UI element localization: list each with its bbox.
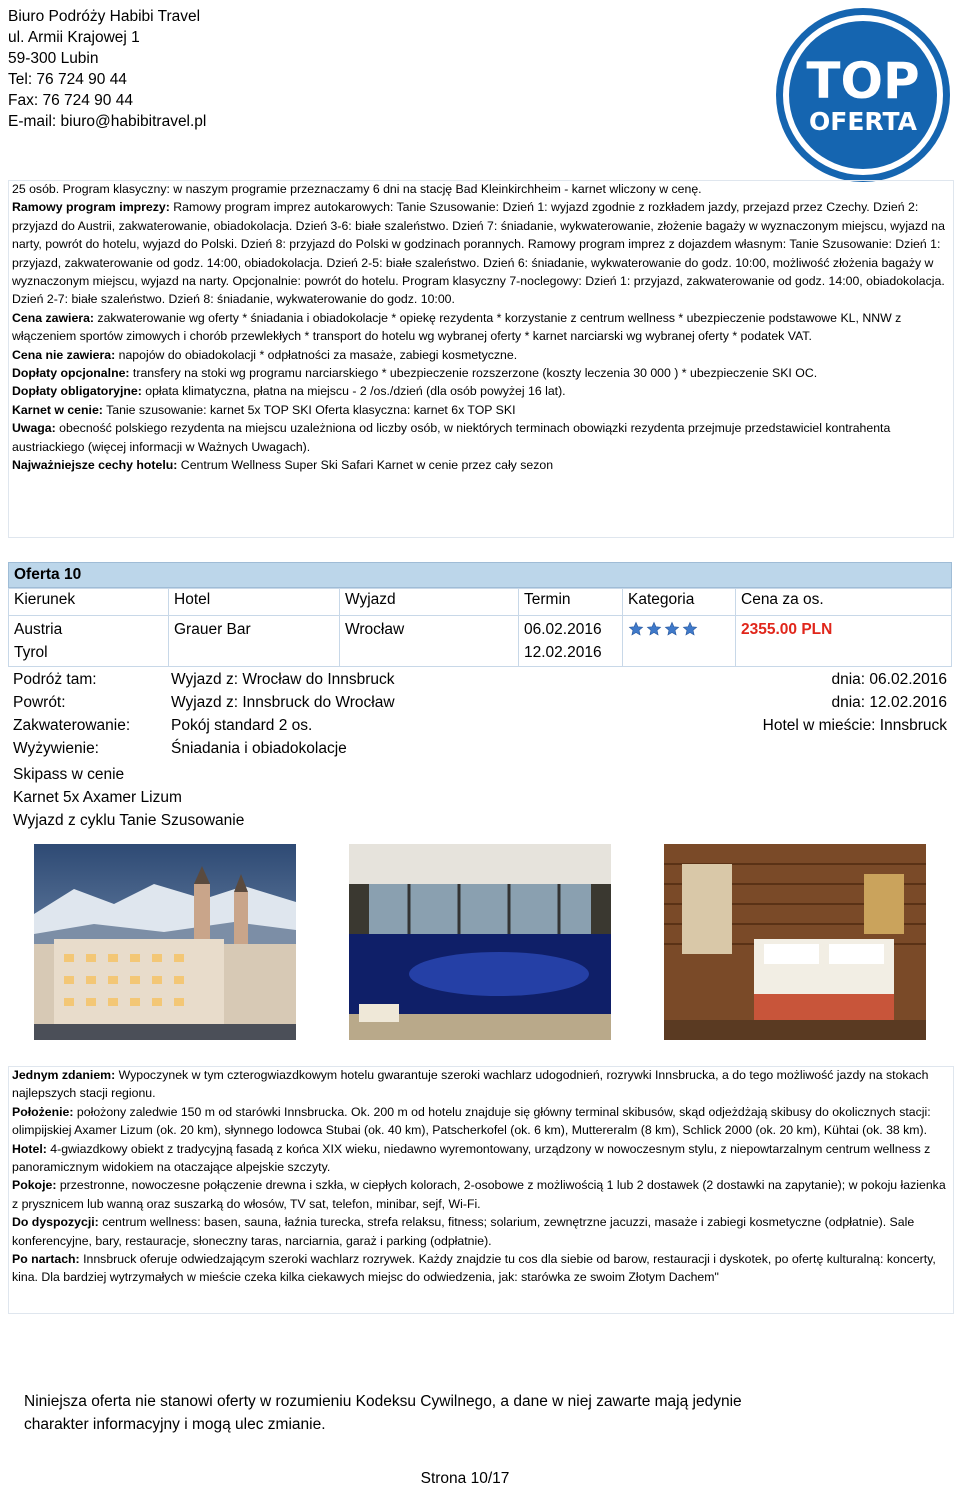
hotel-exterior-photo — [34, 844, 296, 1040]
col-hotel: Hotel — [169, 589, 340, 616]
star-icon — [664, 621, 680, 637]
star-rating — [628, 618, 730, 637]
date-from: 06.02.2016 — [524, 621, 602, 638]
ramowy-text: Ramowy program imprez autokarowych: Tanie Szusowanie: Dzień 1: wyjazd zgodnie z rozkładem jazdy, przejazd przez Czechy. Dzień 2: przyjazd do Austrii, zakwaterowanie, obiadokolacja. Dzień 3-6: białe szaleństwo. Dzień 7: śniadanie, wykwaterowanie, złożenie bagaży w wyznaczonym miejscu, wyjazd na narty, powrót do hotelu, wyjazd do Polski. Dzień 8: przyjazd do Polski w godzinach porannych. Ramowy program imprez z dojazdem własnym: Tanie Szusowanie: Dzień 1: przyjazd, zakwaterowanie od godz. 14:00, obiadokolacja. Dzień 2-5: białe szaleństwo. Dzień 6: śniadanie, wykwaterowanie do godz. 10:00, możliwość złożenia bagaży w wyznaczonym miejscu, wyjazd na narty. Opcjonalnie: powrót do hotelu. Program klasyczny 7-noclegowy: Dzień 1: przyjazd, zakwaterowanie od godz. 14:00, obiadokolacja. Dzień 2-7: białe szaleństwo. Dzień 8: śniadanie, wykwaterowanie do godz. 10:00. — [12, 200, 945, 307]
cell-hotel: Grauer Bar — [169, 616, 340, 667]
star-icon — [628, 621, 644, 637]
jednym-label: Jednym zdaniem: — [12, 1068, 116, 1082]
powrot-value: Wyjazd z: Innsbruck do Wrocław — [171, 694, 395, 711]
country: Austria — [14, 621, 63, 638]
hotel-label: Hotel: — [12, 1141, 47, 1156]
agency-tel: Tel: 76 724 90 44 — [8, 71, 127, 88]
agency-city: 59-300 Lubin — [8, 50, 99, 67]
offer-table-header — [9, 589, 952, 616]
karnet-text: Tanie szusowanie: karnet 5x TOP SKI Oferta klasyczna: karnet 6x TOP SKI — [102, 402, 516, 417]
cena-zawiera-label: Cena zawiera: — [12, 310, 95, 325]
cell-dates — [519, 616, 623, 667]
badge-line1: TOP — [806, 52, 920, 110]
top-oferta-badge-icon — [774, 6, 952, 184]
trip-row-wyz — [13, 737, 947, 760]
offer-title: Oferta 10 — [14, 566, 82, 583]
ponartach-label: Po nartach: — [12, 1252, 80, 1267]
agency-fax: Fax: 76 724 90 44 — [8, 92, 133, 109]
agency-name: Biuro Podróży Habibi Travel — [8, 8, 201, 25]
tam-value: Wyjazd z: Wrocław do Innsbruck — [171, 671, 395, 688]
doplaty-opc-label: Dopłaty opcjonalne: — [12, 366, 130, 381]
price: 2355.00 PLN — [741, 621, 833, 638]
jednym-text: Wypoczynek w tym czterogwiazdkowym hotelu gwarantuje szeroki wachlarz udogodnień, rozrywki Innsbrucka, a do tego możliwość jazdy na stokach najlepszych stacji regionu. — [12, 1068, 929, 1101]
powrot-label: Powrót: — [13, 694, 66, 711]
col-wyjazd: Wyjazd — [340, 589, 519, 616]
tam-label: Podróż tam: — [13, 671, 97, 688]
region: Tyrol — [14, 644, 48, 661]
zakw-value: Pokój standard 2 os. — [171, 717, 313, 734]
wyz-label: Wyżywienie: — [13, 740, 99, 757]
trip-row-tam — [13, 668, 947, 691]
uwaga-label: Uwaga: — [12, 421, 56, 436]
hotel-text: 4-gwiazdkowy obiekt z tradycyjną fasadą z końca XIX wieku, niedawno wyremontowany, urządzony w nowoczesnym stylu, z niepowtarzalnym centrum wellness z panoramicznym widokiem na otaczające alpejskie szczyty. — [12, 1141, 931, 1175]
dyspo-text: centrum wellness: basen, sauna, łaźnia turecka, strefa relaksu, fitness; solarium, zewnętrzne jacuzzi, masaże i zabiegi kosmetyczne (odpłatnie). Sale konferencyjne, bary, restauracje, słoneczny taras, narciarnia, garaż i parking (odpłatnie). — [12, 1215, 915, 1248]
trip-row-powrot — [13, 691, 947, 714]
ramowy-label: Ramowy program imprezy: — [12, 200, 170, 215]
agency-address — [8, 6, 206, 132]
cena-nie-text: napojów do obiadokolacji * odpłatności za masaże, zabiegi kosmetyczne. — [115, 347, 518, 362]
disclaimer: Niniejsza oferta nie stanowi oferty w rozumieniu Kodeksu Cywilnego, a dane w niej zawarte mają jedynie charakter informacyjny i mogą ulec zmianie. — [24, 1393, 742, 1433]
col-kategoria: Kategoria — [623, 589, 736, 616]
doplaty-opc-text: transfery na stoki wg programu narciarskiego * ubezpieczenie rozszerzone (koszty leczenia 30 000 ) * ubezpieczenie SKI OC. — [129, 366, 818, 381]
cell-departure: Wrocław — [340, 616, 519, 667]
tam-date: dnia: 06.02.2016 — [831, 671, 947, 688]
col-cena: Cena za os. — [736, 589, 952, 616]
offer-table — [8, 588, 952, 667]
cell-direction — [9, 616, 169, 667]
skipass-karnet: Karnet 5x Axamer Lizum — [13, 789, 182, 806]
star-icon — [646, 621, 662, 637]
ponartach-text: Innsbruck oferuje odwiedzającym szeroki wachlarz rozrywek. Każdy znajdzie tu cos dla siebie od barow, restauracji i dyskotek, po ofertę kulturalną: koncerty, kina. Dla bardziej wytrzymałych w mieście czeka kilka ciekawych miejsc do odwiedzenia, jak: starówka ze swoim Złotym Dachem" — [12, 1252, 936, 1285]
polozenie-label: Położenie: — [12, 1104, 74, 1119]
col-kierunek: Kierunek — [9, 589, 169, 616]
hotel-room-photo — [664, 844, 926, 1040]
skipass-cycle: Wyjazd z cyklu Tanie Szusowanie — [13, 812, 245, 829]
offer-table-row — [9, 616, 952, 667]
program-text — [12, 180, 946, 475]
zakw-right: Hotel w mieście: Innsbruck — [762, 717, 947, 734]
skipass-title: Skipass w cenie — [13, 766, 125, 783]
trip-details — [13, 668, 947, 760]
polozenie-text: położony zaledwie 150 m od starówki Innsbrucka. Ok. 200 m od hotelu znajduje się główny terminal skibusów, skąd odjeżdżają skibusy do okolicznych stacji: olimpijskiej Axamer Lizum (ok. 20 km), słynnego lodowca Stubai (ok. 40 km), Patscherkofel (ok. 6 km), Muttereralm (8 km), Schlick 2000 (ok. 20 km), Kühtai (ok. 38 km). — [12, 1104, 931, 1138]
cechy-text: Centrum Wellness Super Ski Safari Karnet w cenie przez cały sezon — [177, 458, 554, 473]
page-number: Strona 10/17 — [420, 1470, 510, 1487]
dyspo-label: Do dyspozycji: — [12, 1215, 99, 1230]
uwaga-text: obecność polskiego rezydenta na miejscu uzależniona od liczby osób, w niektórych terminach obowiązki rezydenta przejmuje przedstawiciel kontrahenta austriackiego (więcej informacji w Ważnych Uwagach). — [12, 421, 891, 454]
pokoje-label: Pokoje: — [12, 1178, 57, 1193]
hotel-description — [12, 1066, 946, 1287]
skipass-info — [13, 763, 244, 832]
powrot-date: dnia: 12.02.2016 — [831, 694, 947, 711]
doplaty-obl-label: Dopłaty obligatoryjne: — [12, 384, 142, 399]
wyz-value: Śniadania i obiadokolacje — [171, 740, 347, 757]
cell-category — [623, 616, 736, 667]
cechy-label: Najważniejsze cechy hotelu: — [12, 458, 178, 473]
badge-line2: OFERTA — [809, 107, 917, 136]
pokoje-text: przestronne, nowoczesne połączenie drewna i szkła, w ciepłych kolorach, 2-osobowe z możliwością 1 lub 2 dostawek (2 dostawki na zapytanie); w pokoju łazienka z prysznicem lub wanną oraz suszarką do włosów, TV sat, telefon, minibar, sejf, Wi-Fi. — [12, 1178, 946, 1211]
date-to: 12.02.2016 — [524, 644, 602, 661]
doplaty-obl-text: opłata klimatyczna, płatna na miejscu - 2 /os./dzień (dla osób powyżej 16 lat). — [141, 384, 566, 399]
offer-header — [8, 562, 952, 588]
col-termin: Termin — [519, 589, 623, 616]
hotel-pool-photo — [349, 844, 611, 1040]
trip-row-zakw — [13, 714, 947, 737]
star-icon — [682, 621, 698, 637]
cena-zawiera-text: zakwaterowanie wg oferty * śniadania i obiadokolacje * opiekę rezydenta * korzystanie z centrum wellness * ubezpieczenie podstawowe KL, NNW z włączeniem sportów zimowych i chorób przewlekłych * transport do hotelu wg wybranej oferty * karnet narciarski wg wybranej oferty * podatek VAT. — [12, 310, 902, 344]
cell-price — [736, 616, 952, 667]
zakw-label: Zakwaterowanie: — [13, 717, 131, 734]
agency-street: ul. Armii Krajowej 1 — [8, 29, 140, 46]
cena-nie-label: Cena nie zawiera: — [12, 347, 116, 362]
karnet-label: Karnet w cenie: — [12, 402, 103, 417]
program-intro: 25 osób. Program klasyczny: w naszym programie przeznaczamy 6 dni na stację Bad Kleinkirchheim - karnet wliczony w cenę. — [12, 182, 702, 196]
agency-email: E-mail: biuro@habibitravel.pl — [8, 113, 207, 130]
